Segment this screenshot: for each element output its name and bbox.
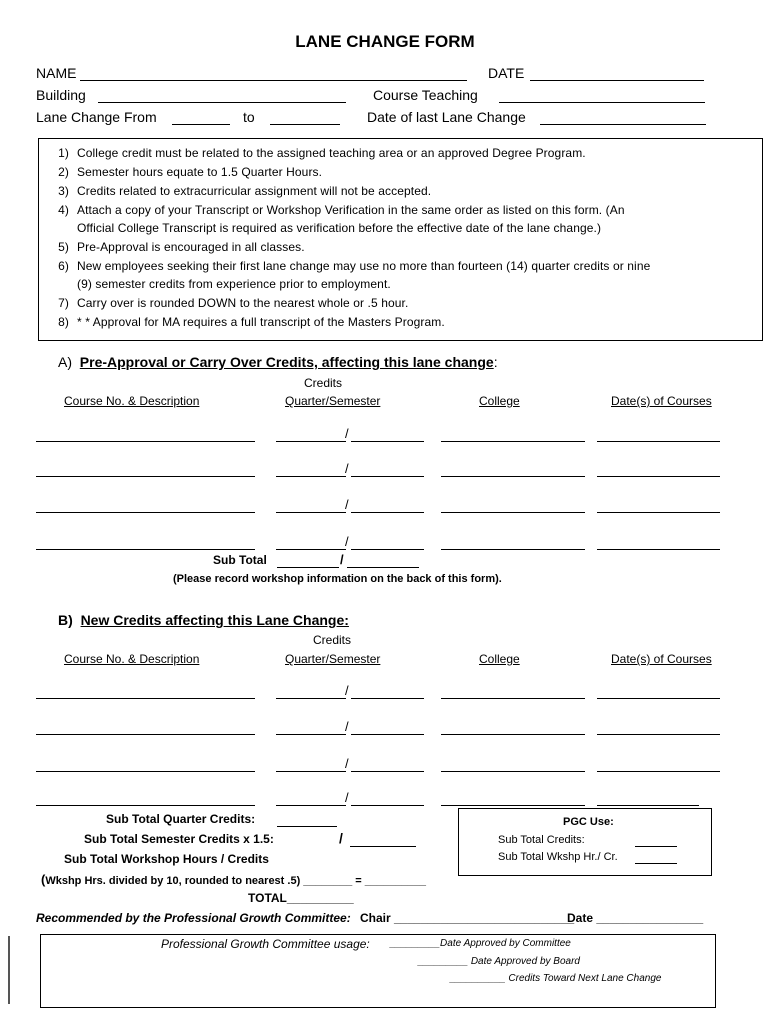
slash: /: [345, 461, 349, 476]
date-field[interactable]: [530, 80, 704, 81]
section-a-heading: [58, 354, 498, 370]
rule-text: Semester hours equate to 1.5 Quarter Hours.: [77, 165, 323, 179]
rule-number: 8): [58, 315, 69, 329]
slash: /: [340, 552, 344, 567]
subtotal-workshop-label: Sub Total Workshop Hours / Credits: [64, 852, 269, 866]
rule-number: 2): [58, 165, 69, 179]
committee-usage-box: [40, 934, 716, 1008]
subtotal-semester-field[interactable]: [350, 846, 416, 847]
subtotal-quarter-label: Sub Total Quarter Credits:: [106, 812, 256, 826]
slash: /: [339, 830, 343, 846]
lane-to-field[interactable]: [270, 124, 340, 125]
pgc-title: PGC Use:: [563, 816, 614, 828]
lane-change-from-label: Lane Change From: [36, 109, 157, 125]
slash: /: [345, 790, 349, 805]
col-college: College: [479, 652, 520, 666]
subtotal-quarter-field[interactable]: [277, 826, 337, 827]
rule-number: 5): [58, 240, 69, 254]
rule-text: Pre-Approval is encouraged in all classes.: [77, 240, 305, 254]
col-quarter-semester: Quarter/Semester: [285, 394, 381, 408]
workshop-note-text: Wkshp Hrs. divided by 10, rounded to nearest .5) ________ = __________: [45, 875, 426, 887]
slash: /: [345, 683, 349, 698]
slash: /: [345, 426, 349, 441]
name-field[interactable]: [80, 80, 467, 81]
section-b-heading: [58, 612, 349, 628]
section-a-note: (Please record workshop information on the back of this form).: [173, 573, 502, 585]
rule-text: College credit must be related to the assigned teaching area or an approved Degree Program.: [77, 146, 586, 160]
pgc-subtotal-credits-label: Sub Total Credits:: [498, 834, 585, 846]
col-dates: Date(s) of Courses: [611, 394, 712, 408]
rule-text: Official College Transcript is required as verification before the effective date of the lane change.): [77, 221, 602, 235]
name-label: NAME: [36, 65, 77, 81]
rule-text: New employees seeking their first lane change may use no more than fourteen (14) quarter credits or nine: [77, 259, 651, 273]
credits-toward-next-lane[interactable]: __________ Credits Toward Next Lane Change: [450, 973, 662, 984]
section-letter: A): [58, 354, 72, 370]
col-course: Course No. & Description: [64, 394, 200, 408]
rule-text: Credits related to extracurricular assignment will not be accepted.: [77, 184, 432, 198]
section-title: Pre-Approval or Carry Over Credits, affecting this lane change: [79, 354, 494, 370]
section-colon: :: [493, 354, 498, 370]
slash: /: [345, 719, 349, 734]
col-dates: Date(s) of Courses: [611, 652, 712, 666]
course-teaching-field[interactable]: [499, 102, 705, 103]
building-field[interactable]: [98, 102, 346, 103]
subtotal-semester-label: Sub Total Semester Credits x 1.5:: [84, 832, 274, 846]
col-course: Course No. & Description: [64, 652, 200, 666]
margin-bar: [8, 936, 10, 1004]
date-last-lane-change-field[interactable]: [540, 124, 706, 125]
slash: /: [345, 497, 349, 512]
pgc-subtotal-wkshp-field[interactable]: [635, 863, 677, 864]
slash: /: [345, 756, 349, 771]
lane-from-field[interactable]: [172, 124, 230, 125]
section-title: New Credits affecting this Lane Change:: [80, 612, 349, 628]
total-label: TOTAL__________: [248, 891, 354, 905]
rule-text: * * Approval for MA requires a full transcript of the Masters Program.: [77, 315, 445, 329]
section-a-subtotal-label: Sub Total: [213, 553, 267, 567]
rule-text: (9) semester credits from experience prior to employment.: [77, 277, 391, 291]
recommended-label: Recommended by the Professional Growth Committee:: [36, 911, 351, 925]
recommended-date-field[interactable]: Date ________________: [567, 911, 704, 925]
to-label: to: [243, 109, 255, 125]
chair-field[interactable]: Chair ___________________________: [360, 911, 575, 925]
col-quarter-semester: Quarter/Semester: [285, 652, 381, 666]
section-letter: B): [58, 612, 73, 628]
credits-label: Credits: [304, 376, 343, 390]
date-approved-board[interactable]: _________ Date Approved by Board: [418, 956, 580, 967]
rule-number: 7): [58, 296, 69, 310]
form-title: LANE CHANGE FORM: [295, 32, 475, 51]
section-a-subtotal-quarter[interactable]: [277, 567, 339, 568]
building-label: Building: [36, 87, 86, 103]
pgc-subtotal-credits-field[interactable]: [635, 846, 677, 847]
paren: (: [41, 872, 46, 887]
rule-number: 6): [58, 259, 69, 273]
date-last-lane-change-label: Date of last Lane Change: [367, 109, 526, 125]
course-teaching-label: Course Teaching: [373, 87, 478, 103]
rule-text: Carry over is rounded DOWN to the nearest whole or .5 hour.: [77, 296, 409, 310]
rule-text: Attach a copy of your Transcript or Workshop Verification in the same order as listed on this form. (An: [77, 203, 625, 217]
rule-number: 1): [58, 146, 69, 160]
committee-usage-label: Professional Growth Committee usage:: [161, 937, 370, 951]
credits-label: Credits: [313, 633, 352, 647]
rule-number: 3): [58, 184, 69, 198]
workshop-conversion-note: [41, 872, 426, 887]
section-a-subtotal-semester[interactable]: [347, 567, 419, 568]
pgc-subtotal-wkshp-label: Sub Total Wkshp Hr./ Cr.: [498, 851, 618, 863]
rule-number: 4): [58, 203, 69, 217]
col-college: College: [479, 394, 520, 408]
slash: /: [345, 534, 349, 549]
date-label: DATE: [488, 65, 525, 81]
date-approved-committee[interactable]: _________Date Approved by Committee: [390, 938, 571, 949]
